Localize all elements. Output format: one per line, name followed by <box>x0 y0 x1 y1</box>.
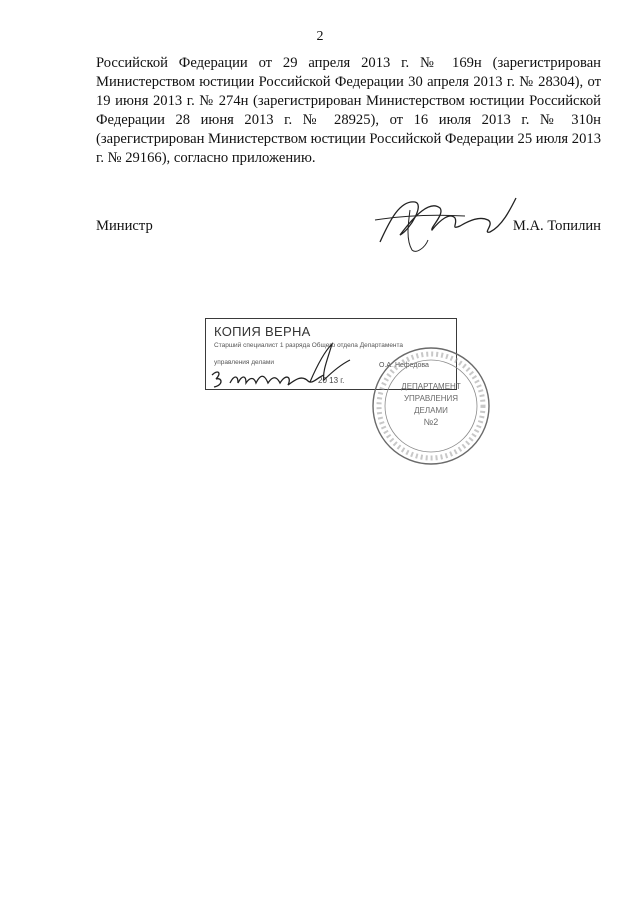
stamp-title: КОПИЯ ВЕРНА <box>214 324 311 339</box>
round-seal <box>370 345 492 467</box>
stamp-position-line: Старший специалист 1 разряда Общего отдела Департамента <box>214 342 404 349</box>
seal-line-3: ДЕЛАМИ <box>414 406 448 415</box>
page-number: 2 <box>316 29 324 44</box>
position-title: Министр <box>96 218 153 234</box>
stamp-year: 20 13 г. <box>318 376 345 385</box>
seal-line-2: УПРАВЛЕНИЯ <box>403 394 459 403</box>
signature-line <box>96 218 601 238</box>
handwritten-signature <box>370 190 520 260</box>
body-paragraph: Российской Федерации от 29 апреля 2013 г. № 169н (зарегистрирован Министерством юстиции Российской Федерации 30 апреля 2013 г. № 28304), от 19 июня 2013 г. № 274н (зарегистрирован Министерством юстиции Российской Федерации 28 июня 2013 г. № 28925), от 16 июля 2013 г. № 310н (зарегистрирован Министерством юстиции Российской Федерации 25 июля 2013 г. № 29166), согласно приложению. <box>96 55 601 166</box>
seal-line-4: №2 <box>423 417 439 427</box>
seal-line-1: ДЕПАРТАМЕНТ <box>401 382 461 391</box>
stamp-signer: О.А. Нефедова <box>379 362 429 369</box>
stamp-initials <box>302 338 362 388</box>
signer-name: М.А. Топилин <box>512 218 601 234</box>
stamp-department-line: управления делами <box>214 359 274 366</box>
